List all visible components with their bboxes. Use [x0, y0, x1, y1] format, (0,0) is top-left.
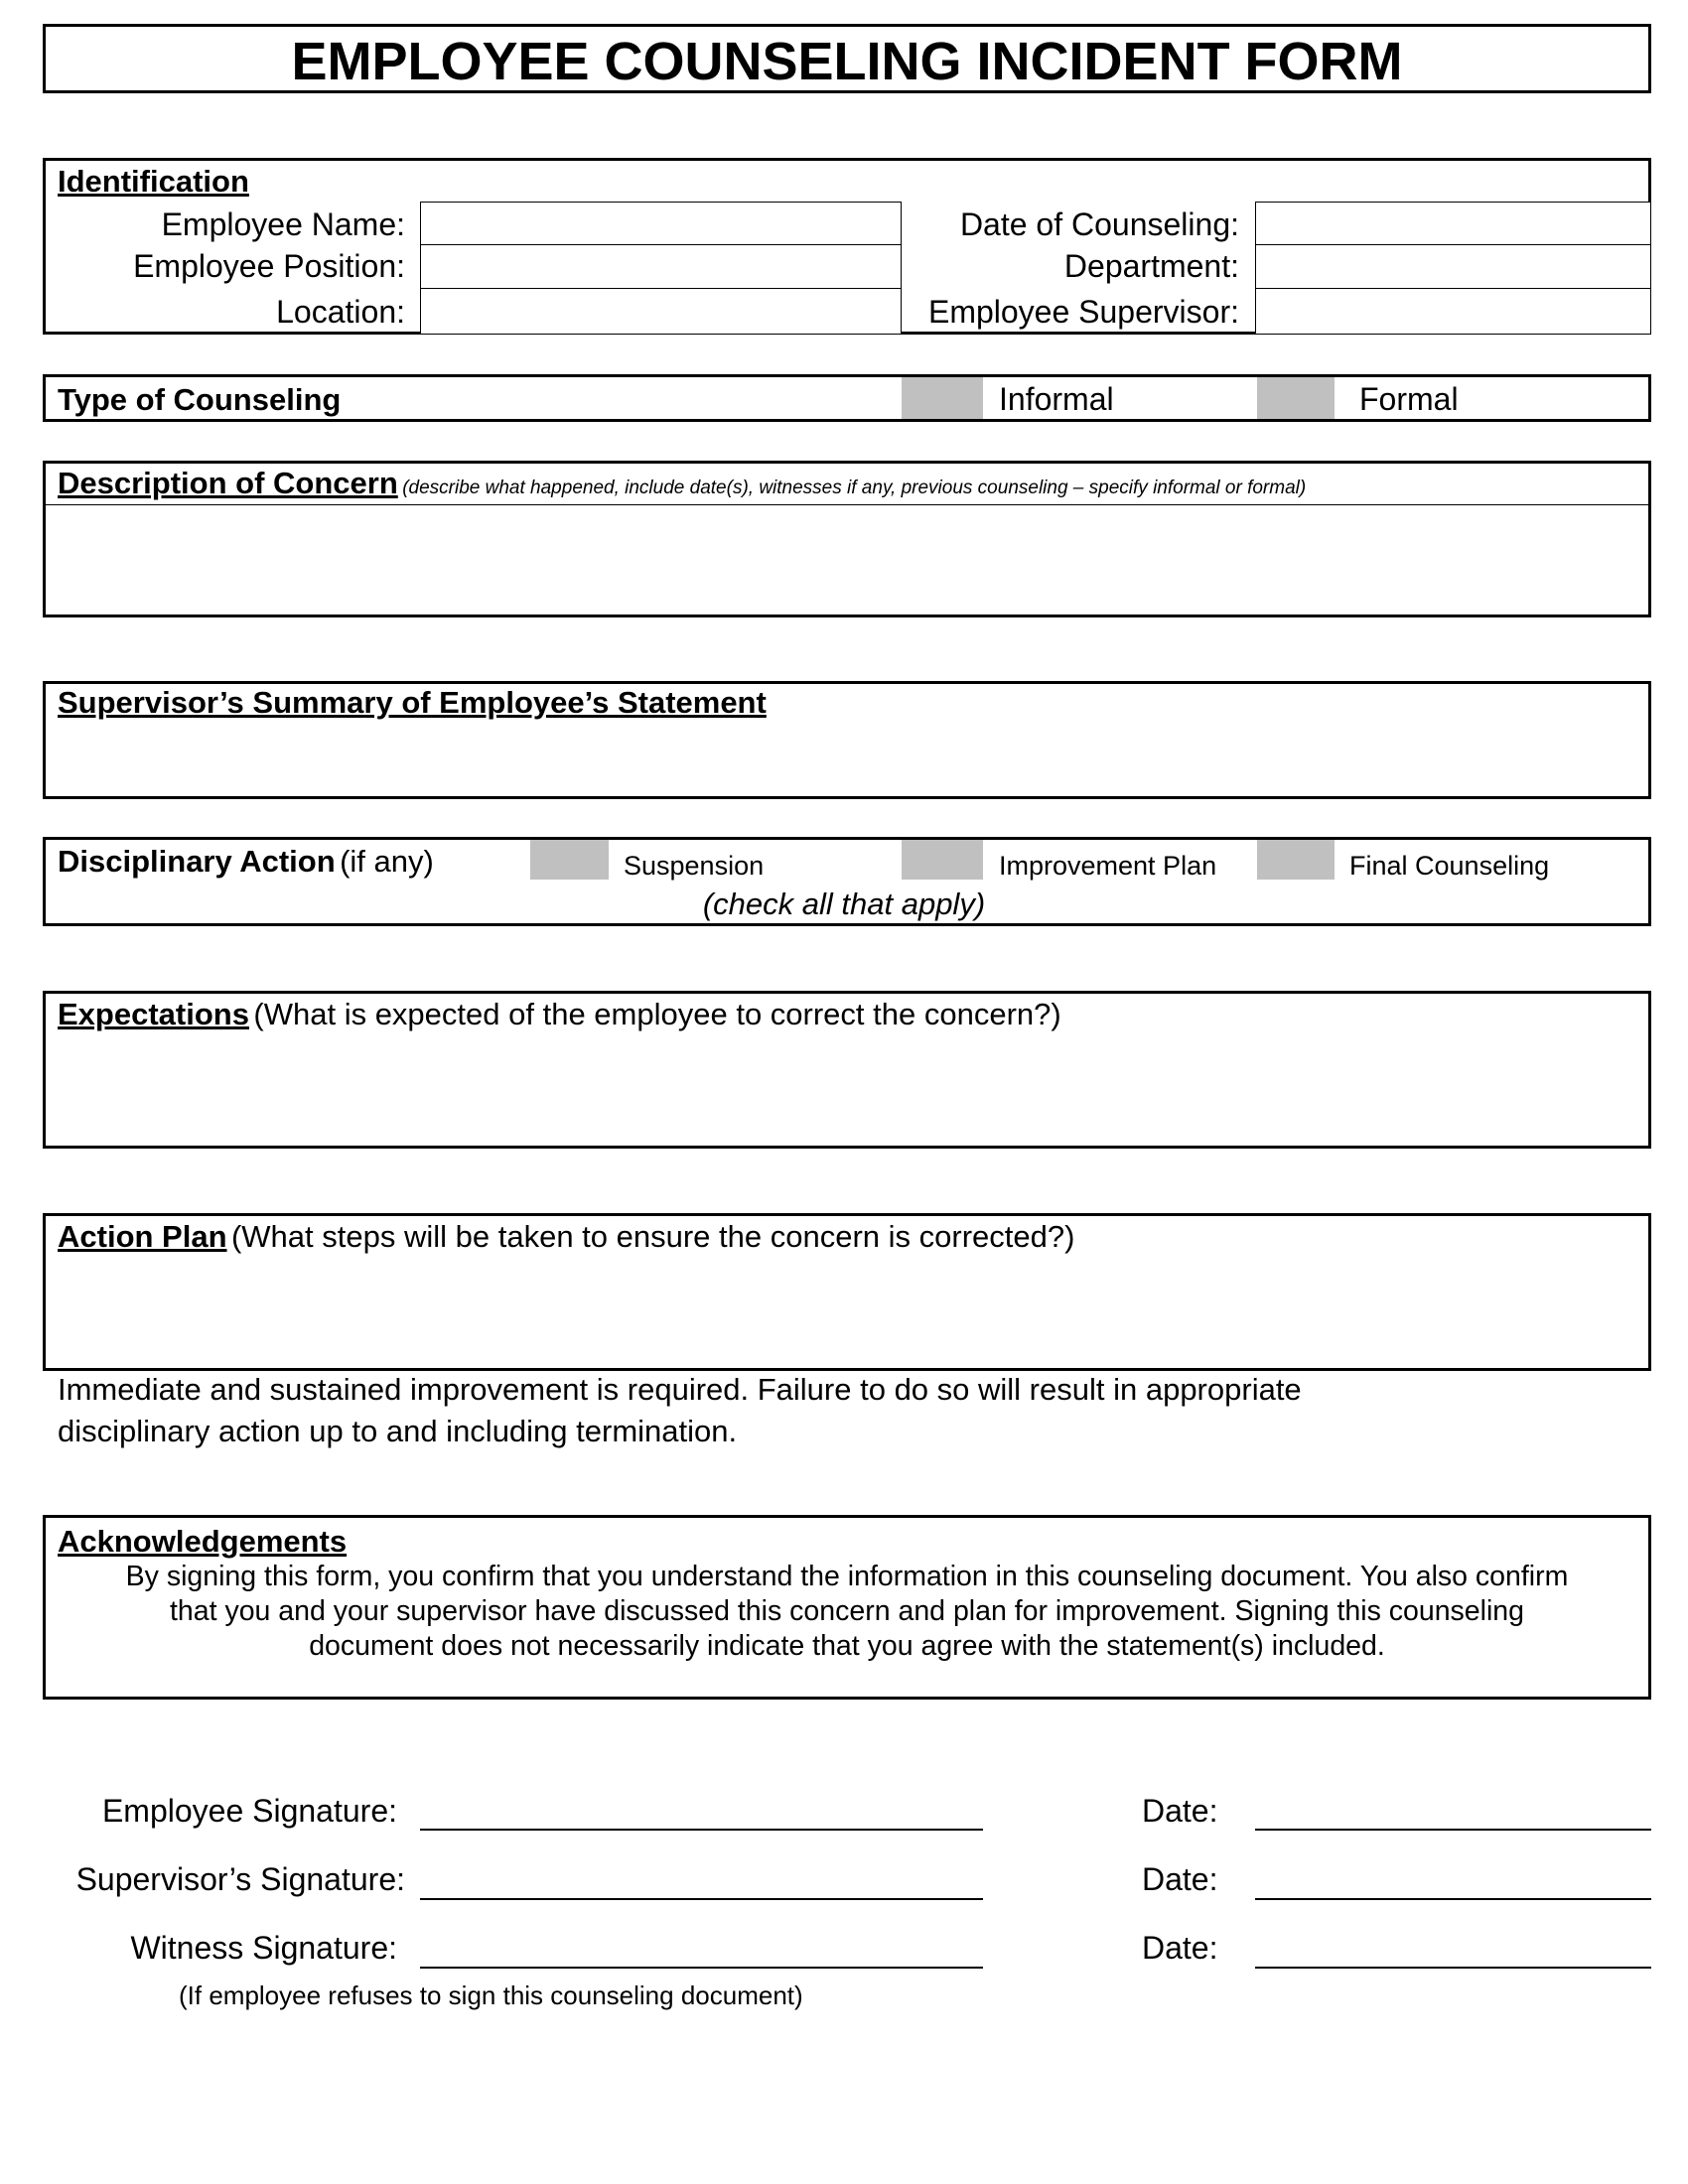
disciplinary-header: [58, 844, 434, 880]
employee-name-label: Employee Name:: [161, 206, 405, 242]
expectations-heading: Expectations: [58, 997, 249, 1031]
expectations-note: (What is expected of the employee to correct the concern?): [253, 997, 1061, 1031]
employee-signature-line[interactable]: [420, 1829, 983, 1831]
employee-date-line[interactable]: [1255, 1829, 1651, 1831]
summary-heading: Supervisor’s Summary of Employee’s Statement: [58, 685, 767, 720]
acknowledgements-heading: Acknowledgements: [58, 1524, 348, 1559]
disciplinary-qualifier: (if any): [340, 844, 434, 879]
warning-line-1: Immediate and sustained improvement is required. Failure to do so will result in appropriate: [58, 1372, 1302, 1407]
location-field[interactable]: [420, 288, 902, 335]
description-header: [58, 466, 1306, 501]
check-all-note: (check all that apply): [702, 887, 986, 921]
location-label: Location:: [276, 294, 405, 330]
action-plan-header: [58, 1219, 1074, 1255]
improvement-plan-checkbox[interactable]: [902, 840, 983, 880]
department-field[interactable]: [1255, 244, 1651, 289]
acknowledgements-line-2: that you and your supervisor have discussed this concern and plan for improvement. Signing this counseling: [169, 1595, 1525, 1627]
employee-date-label: Date:: [1142, 1793, 1218, 1829]
action-plan-note: (What steps will be taken to ensure the concern is corrected?): [230, 1219, 1075, 1254]
title-box: [43, 24, 1651, 93]
action-plan-field[interactable]: [48, 1261, 1646, 1365]
page-title: EMPLOYEE COUNSELING INCIDENT FORM: [291, 32, 1403, 91]
witness-note: (If employee refuses to sign this counseling document): [179, 1980, 803, 2010]
informal-checkbox[interactable]: [902, 377, 983, 419]
employee-signature-label: Employee Signature:: [101, 1793, 397, 1829]
employee-position-label: Employee Position:: [133, 248, 405, 284]
acknowledgements-line-3: document does not necessarily indicate that you agree with the statement(s) included.: [309, 1630, 1385, 1662]
disciplinary-heading: Disciplinary Action: [58, 844, 336, 879]
summary-field[interactable]: [48, 725, 1646, 794]
employee-position-field[interactable]: [420, 244, 902, 289]
witness-signature-label: Witness Signature:: [130, 1930, 397, 1966]
description-note: (describe what happened, include date(s), witnesses if any, previous counseling – specify informal or formal): [402, 478, 1307, 498]
identification-heading: Identification: [58, 164, 249, 199]
formal-checkbox[interactable]: [1257, 377, 1335, 419]
description-field[interactable]: [48, 508, 1646, 614]
witness-date-label: Date:: [1142, 1930, 1218, 1966]
employee-name-field[interactable]: [420, 202, 902, 246]
suspension-label: Suspension: [624, 851, 765, 881]
formal-label: Formal: [1359, 381, 1459, 417]
witness-signature-line[interactable]: [420, 1967, 983, 1969]
type-of-counseling-heading: Type of Counseling: [58, 382, 342, 417]
suspension-checkbox[interactable]: [530, 840, 609, 880]
expectations-field[interactable]: [48, 1037, 1646, 1143]
final-counseling-checkbox[interactable]: [1257, 840, 1335, 880]
date-of-counseling-field[interactable]: [1255, 202, 1651, 246]
improvement-plan-label: Improvement Plan: [999, 851, 1217, 881]
employee-supervisor-label: Employee Supervisor:: [927, 294, 1239, 330]
supervisor-date-line[interactable]: [1255, 1898, 1651, 1900]
acknowledgements-text: [50, 1560, 1644, 1664]
date-of-counseling-label: Date of Counseling:: [959, 206, 1239, 242]
employee-supervisor-field[interactable]: [1255, 288, 1651, 335]
department-label: Department:: [1063, 248, 1239, 284]
supervisor-date-label: Date:: [1142, 1861, 1218, 1897]
action-plan-heading: Action Plan: [58, 1219, 227, 1254]
supervisor-signature-line[interactable]: [420, 1898, 983, 1900]
informal-label: Informal: [999, 381, 1114, 417]
supervisor-signature-label: Supervisor’s Signature:: [75, 1861, 405, 1897]
acknowledgements-line-1: By signing this form, you confirm that you understand the information in this counseling document. You also confirm: [125, 1561, 1569, 1592]
final-counseling-label: Final Counseling: [1349, 851, 1550, 881]
description-heading: Description of Concern: [58, 466, 398, 500]
description-header-divider: [43, 504, 1651, 505]
witness-date-line[interactable]: [1255, 1967, 1651, 1969]
warning-line-2: disciplinary action up to and including termination.: [58, 1414, 738, 1448]
expectations-header: [58, 997, 1061, 1032]
